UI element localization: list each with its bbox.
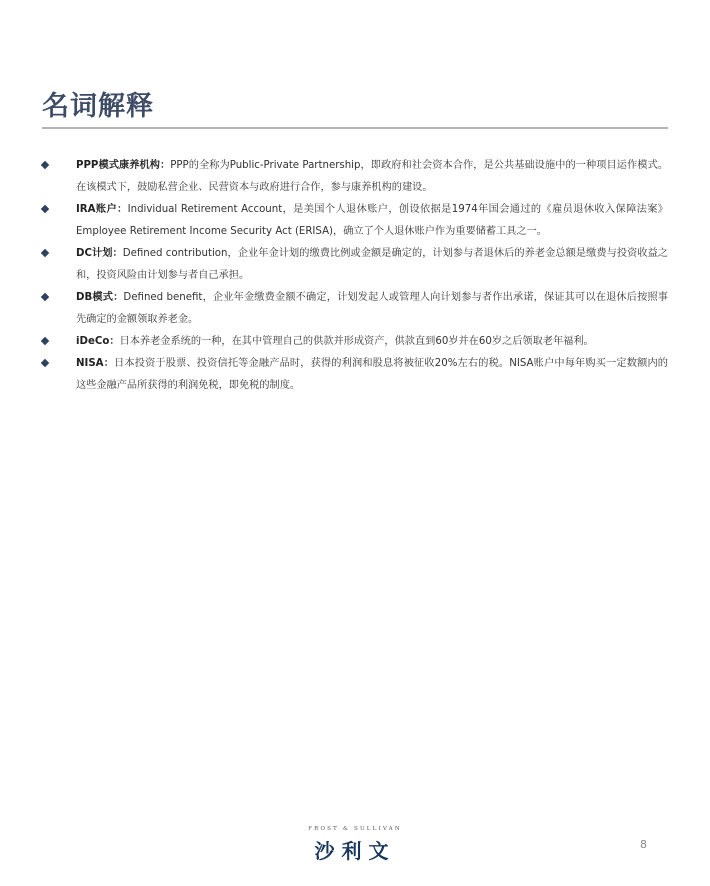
glossary-item-ideco xyxy=(42,331,668,353)
term-name: IRA账户： xyxy=(76,204,128,215)
glossary-item-nisa xyxy=(42,353,668,397)
term-definition: 日本投资于股票、投资信托等金融产品时，获得的利润和股息将被征收20%左右的税。NISA账户中每年购买一定数额内的这些金融产品所获得的利润免税，即免税的制度。 xyxy=(76,358,668,391)
glossary-item-dc xyxy=(42,243,668,287)
term-definition: PPP的全称为Public-Private Partnership，即政府和社会资本合作，是公共基础设施中的一种项目运作模式。在该模式下，鼓励私营企业、民营资本与政府进行合作，参与康养机构的建设。 xyxy=(76,160,669,193)
title-divider xyxy=(42,127,668,129)
logo-chinese-text: 沙利文 xyxy=(314,839,396,863)
diamond-bullet-icon xyxy=(41,161,49,169)
diamond-bullet-icon xyxy=(41,205,49,213)
term-name: DC计划： xyxy=(76,248,123,259)
diamond-bullet-icon xyxy=(41,337,49,345)
frost-sullivan-logo xyxy=(300,826,410,864)
term-definition: Defined benefit，企业年金缴费金额不确定，计划发起人或管理人向计划参与者作出承诺，保证其可以在退休后按照事先确定的金额领取养老金。 xyxy=(76,292,668,325)
term-name: DB模式： xyxy=(76,292,124,303)
term-name: PPP模式康养机构： xyxy=(76,160,171,171)
glossary-list xyxy=(42,155,668,397)
page-title: 名词解释 xyxy=(42,91,154,122)
glossary-item-db xyxy=(42,287,668,331)
term-name: NISA： xyxy=(76,358,115,369)
diamond-bullet-icon xyxy=(41,359,49,367)
term-definition: Defined contribution，企业年金计划的缴费比例或金额是确定的，计划参与者退休后的养老金总额是缴费与投资收益之和，投资风险由计划参与者自己承担。 xyxy=(76,248,668,281)
glossary-item-ira xyxy=(42,199,668,243)
diamond-bullet-icon xyxy=(41,293,49,301)
page-number: 8 xyxy=(640,838,647,851)
term-definition: Individual Retirement Account，是美国个人退休账户，创设依据是1974年国会通过的《雇员退休收入保障法案》Employee Retirement Income Security Act (ERISA)，确立了个人退休账户作为重要储蓄工具之一。 xyxy=(76,204,668,237)
diamond-bullet-icon xyxy=(41,249,49,257)
logo-english-text: FROST & SULLIVAN xyxy=(308,826,402,832)
term-definition: 日本养老金系统的一种，在其中管理自己的供款并形成资产，供款直到60岁并在60岁之后领取老年福利。 xyxy=(119,336,594,347)
glossary-item-ppp xyxy=(42,155,668,199)
term-name: iDeCo： xyxy=(76,336,120,347)
